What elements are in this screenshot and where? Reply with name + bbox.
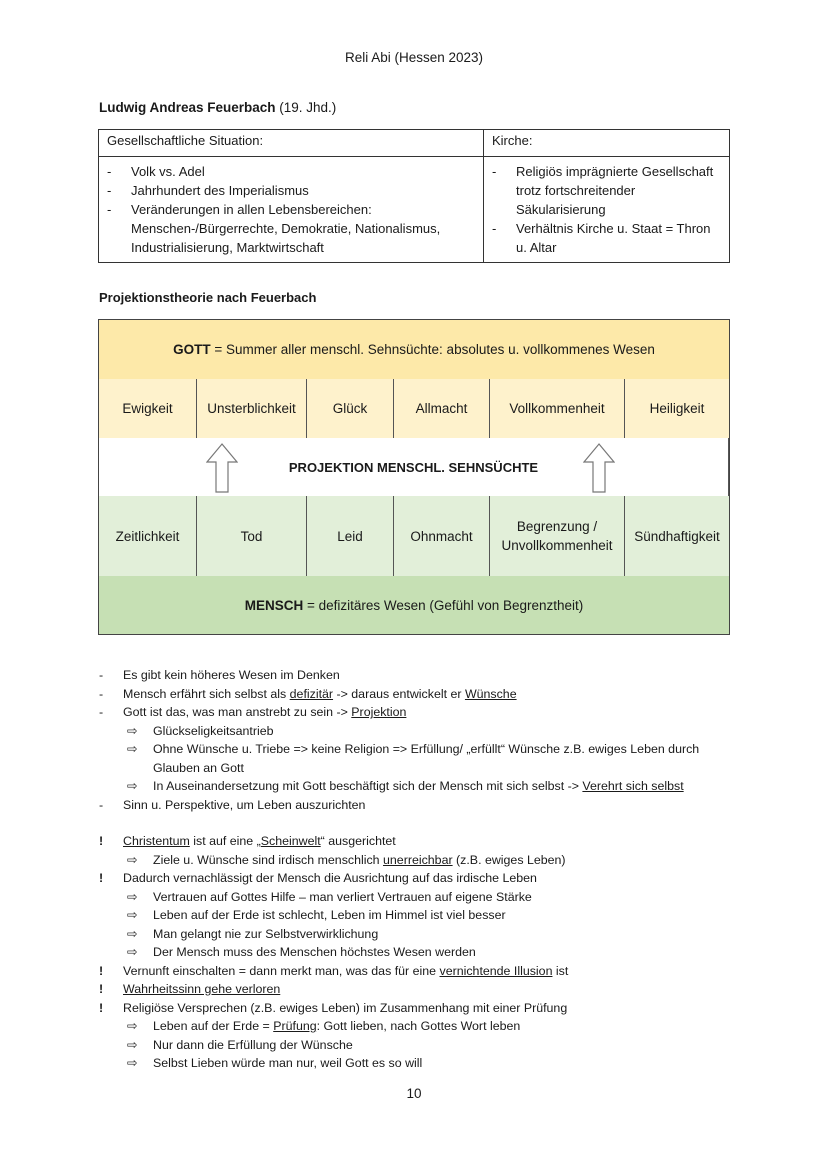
title-suffix: (19. Jhd.)	[275, 100, 337, 115]
note-underline: Projektion	[351, 705, 407, 719]
arrow-icon: ⇨	[127, 723, 138, 738]
exclamation-marker: !	[99, 1000, 104, 1015]
deficit-cell: Tod	[197, 496, 307, 576]
deficit-cell: Leid	[307, 496, 394, 576]
sub-item	[99, 925, 739, 944]
projection-label: PROJEKTION MENSCHL. SEHNSÜCHTE	[99, 438, 729, 496]
attributes-row	[99, 379, 729, 439]
note-item	[99, 703, 739, 722]
note-text: ist	[552, 963, 569, 978]
dash-marker: -	[99, 668, 104, 682]
dash-marker: -	[99, 686, 104, 701]
deficit-cell: Begrenzung / Unvollkommenheit	[490, 496, 625, 576]
society-header: Gesellschaftliche Situation:	[99, 130, 484, 157]
sub-item	[99, 777, 739, 796]
attribute-cell: Unsterblichkeit	[197, 379, 307, 438]
arrow-icon: ⇨	[127, 889, 138, 904]
sub-text: Leben auf der Erde ist schlecht, Leben im Himmel ist viel besser	[153, 908, 506, 922]
sub-item	[99, 851, 739, 870]
important-item	[99, 980, 739, 999]
note-text: Gott ist das, was man anstrebt zu sein ->	[123, 705, 352, 719]
note-underline: vernichtende Illusion	[439, 963, 553, 978]
arrow-icon: ⇨	[127, 742, 138, 756]
note-underline: Wahrheitssinn gehe verloren	[123, 982, 281, 996]
notes	[99, 666, 739, 1073]
page-number: 10	[406, 1086, 422, 1101]
note-text: Mensch erfährt sich selbst als	[123, 686, 290, 701]
sub-underline: unerreichbar	[383, 852, 453, 867]
mensch-text: = defizitäres Wesen (Gefühl von Begrenztheit)	[303, 597, 584, 613]
attribute-cell: Ewigkeit	[99, 379, 197, 438]
up-arrow-icon	[583, 443, 615, 493]
sub-text: In Auseinandersetzung mit Gott beschäftigt sich der Mensch mit sich selbst ->	[153, 779, 583, 793]
sub-text: Ziele u. Wünsche sind irdisch menschlich	[153, 852, 384, 867]
section-title: Projektionstheorie nach Feuerbach	[99, 290, 317, 305]
note-text: Es gibt kein höheres Wesen im Denken	[123, 668, 340, 682]
note-item	[99, 666, 739, 685]
sub-text: Man gelangt nie zur Selbstverwirklichung	[153, 926, 379, 941]
sub-text: : Gott lieben, nach Gottes Wort leben	[316, 1019, 521, 1033]
important-item	[99, 869, 739, 888]
deficits-row	[99, 496, 729, 577]
deficit-cell: Sündhaftigkeit	[634, 528, 720, 544]
note-underline: Christentum	[123, 834, 190, 848]
important-item	[99, 962, 739, 981]
note-text: ist auf eine „	[189, 834, 261, 848]
deficit-cell: Zeitlichkeit	[99, 496, 197, 576]
sub-text: Leben auf der Erde =	[153, 1019, 274, 1033]
mensch-row	[99, 576, 729, 634]
arrow-icon: ⇨	[127, 926, 138, 941]
attribute-cell: Heiligkeit	[649, 401, 705, 416]
arrow-icon: ⇨	[127, 852, 138, 867]
sub-item	[99, 1017, 739, 1036]
note-text: Sinn u. Perspektive, um Leben auszurichten	[123, 797, 366, 812]
list-item: - Veränderungen in allen Lebensbereichen: Menschen-/Bürgerrechte, Demokratie, Nationalismus, Industrialisierung, Marktwirtschaft	[107, 200, 475, 257]
list-item: - Religiös imprägnierte Gesellschaft trotz fortschreitender Säkularisierung	[492, 162, 721, 219]
page-header: Reli Abi (Hessen 2023)	[344, 50, 484, 65]
sub-text: Ohne Wünsche u. Triebe => keine Religion => Erfüllung/ „erfüllt“ Wünsche z.B. ewiges Leben durch Glauben an Gott	[153, 742, 700, 775]
gott-definition	[99, 320, 729, 379]
list-item: - Volk vs. Adel	[107, 162, 475, 181]
gott-text: = Summer aller menschl. Sehnsüchte: absolutes u. vollkommenes Wesen	[210, 342, 655, 357]
dash-marker: -	[99, 797, 104, 812]
note-item	[99, 685, 739, 704]
sub-text: Selbst Lieben würde man nur, weil Gott es so will	[153, 1056, 423, 1070]
sub-text: (z.B. ewiges Leben)	[452, 852, 566, 867]
sub-item	[99, 943, 739, 962]
exclamation-marker: !	[99, 871, 104, 885]
gott-row	[99, 320, 729, 380]
sub-text: Vertrauen auf Gottes Hilfe – man verliert Vertrauen auf eigene Stärke	[153, 889, 532, 904]
note-text: Religiöse Versprechen (z.B. ewiges Leben) im Zusammenhang mit einer Prüfung	[123, 1000, 568, 1015]
note-text: Dadurch vernachlässigt der Mensch die Ausrichtung auf das irdische Leben	[123, 871, 537, 885]
church-list	[492, 162, 721, 257]
projection-diagram	[98, 319, 730, 635]
note-underline: defizitär	[289, 686, 334, 701]
sub-underline: Prüfung	[273, 1019, 317, 1033]
society-cell	[99, 157, 484, 263]
note-text: Vernunft einschalten = dann merkt man, was das für eine	[123, 963, 440, 978]
note-underline: Scheinwelt	[260, 834, 321, 848]
up-arrow-icon	[206, 443, 238, 493]
list-item: - Verhältnis Kirche u. Staat = Thron u. Altar	[492, 219, 721, 257]
projection-row	[99, 438, 729, 497]
sub-item	[99, 1054, 739, 1073]
sub-text: Glückseligkeitsantrieb	[153, 723, 274, 738]
note-text: “ ausgerichtet	[320, 834, 396, 848]
list-item: - Jahrhundert des Imperialismus	[107, 181, 475, 200]
attribute-cell: Glück	[307, 379, 394, 438]
context-table	[98, 129, 730, 263]
church-header: Kirche:	[484, 130, 730, 157]
title-name: Ludwig Andreas Feuerbach	[99, 100, 276, 115]
exclamation-marker: !	[99, 982, 104, 996]
deficit-cell: Ohnmacht	[394, 496, 490, 576]
arrow-icon: ⇨	[127, 908, 138, 922]
attribute-cell: Allmacht	[394, 379, 490, 438]
mensch-definition	[99, 576, 729, 634]
exclamation-marker: !	[99, 834, 104, 848]
dash-marker: -	[99, 705, 104, 719]
arrow-icon: ⇨	[127, 1056, 138, 1070]
gott-label: GOTT	[173, 342, 211, 357]
note-text: -> daraus entwickelt er	[333, 686, 465, 701]
arrow-icon: ⇨	[127, 1019, 138, 1033]
arrow-icon: ⇨	[127, 945, 138, 959]
sub-item	[99, 722, 739, 741]
sub-underline: Verehrt sich selbst	[582, 779, 684, 793]
important-item	[99, 832, 739, 851]
sub-item	[99, 906, 739, 925]
sub-text: Der Mensch muss des Menschen höchstes Wesen werden	[153, 945, 476, 959]
society-list	[107, 162, 475, 257]
sub-text: Nur dann die Erfüllung der Wünsche	[153, 1037, 353, 1052]
important-item	[99, 999, 739, 1018]
document-title	[99, 100, 336, 115]
arrow-icon: ⇨	[127, 779, 138, 793]
note-underline: Wünsche	[464, 686, 517, 701]
mensch-label: MENSCH	[244, 597, 304, 613]
sub-item	[99, 1036, 739, 1055]
sub-item	[99, 740, 739, 777]
arrow-icon: ⇨	[127, 1037, 138, 1052]
sub-item	[99, 888, 739, 907]
church-cell	[484, 157, 730, 263]
note-item	[99, 796, 739, 815]
exclamation-marker: !	[99, 963, 104, 978]
attribute-cell: Vollkommenheit	[490, 379, 625, 438]
